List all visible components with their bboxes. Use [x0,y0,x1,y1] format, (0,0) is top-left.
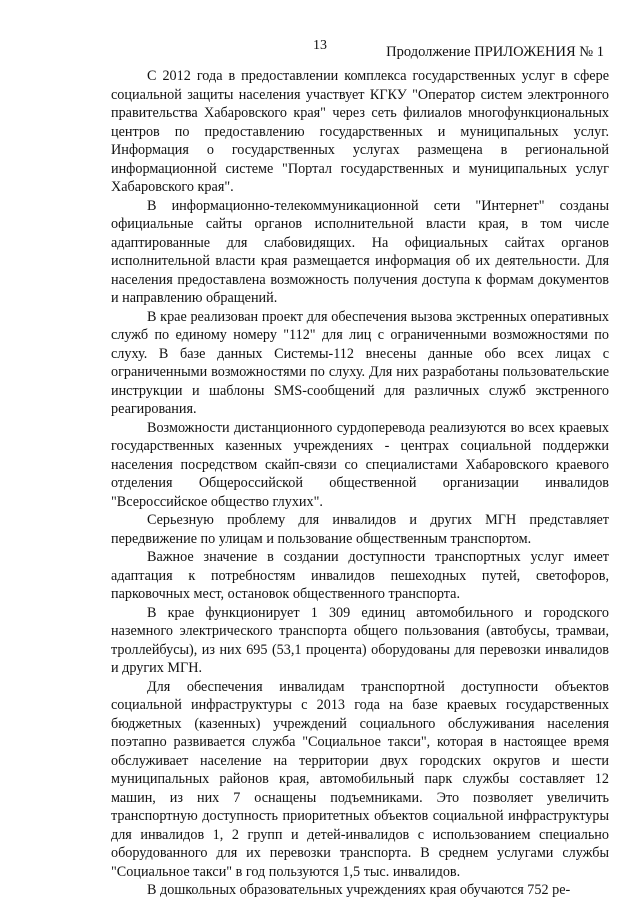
appendix-continuation-label: Продолжение ПРИЛОЖЕНИЯ № 1 [386,44,604,60]
paragraph-emergency-112: В крае реализован проект для обеспечения вызова экстренных оперативных служб по единому номеру "112" для лиц с ограниченными возможностями по слуху. В базе данных Системы-112 внесены данные обо всех лицах с ограниченными возможностями по слуху. Для них разработаны пользовательские инструкции и шаблоны SMS-сообщений для различных служб экстренного реагирования. [111,308,609,417]
paragraph-transport-problem: Серьезную проблему для инвалидов и других МГН представляет передвижение по улицам и пользование общественным транспортом. [111,512,609,547]
paragraph-preschool: В дошкольных образовательных учреждениях края обучаются 752 ре- [147,882,571,898]
paragraph-public-transport-fleet: В крае функционирует 1 309 единиц автомобильного и городского наземного электрического транспорта общего пользования (автобусы, трамваи, троллейбусы), из них 695 (53,1 процента) оборудованы для перевозки инвалидов и других МГН. [111,604,609,676]
page-number: 13 [313,38,327,53]
paragraph-pedestrian-adaptation: Важное значение в создании доступности транспортных услуг имеет адаптация к потребностям инвалидов пешеходных путей, светофоров, парковочных мест, остановок общественного транспорта. [111,549,609,602]
paragraph-official-websites: В информационно-телекоммуникационной сети "Интернет" созданы официальные сайты органов исполнительной власти края, в том числе адаптированные для слабовидящих. На официальных сайтах органов исполнительной власти края размещается информация об их деятельности. Для населения предоставлена возможность получения доступа к формам документов и направлению обращений. [111,197,609,306]
paragraph-egov-services: С 2012 года в предоставлении комплекса государственных услуг в сфере социальной защиты населения участвует КГКУ "Оператор систем электронного правительства Хабаровского края" через сеть филиалов многофункциональных центров по предоставлению государственных и муниципальных услуг. Информация о государственных услугах размещена в региональной информационной системе "Портал государственных и муниципальных услуг Хабаровского края". [111,68,609,195]
paragraph-remote-sign-translation: Возможности дистанционного сурдоперевода реализуются во всех краевых государственных казенных учреждениях - центрах социальной поддержки населения посредством скайп-связи со специалистами Хабаровского краевого отделения Общероссийской общественной организации инвалидов "Всероссийское общество глухих". [111,419,609,510]
paragraph-social-taxi: Для обеспечения инвалидам транспортной доступности объектов социальной инфраструктуры с 2013 года на базе краевых государственных бюджетных (казенных) учреждений социального обслуживания населения поэтапно развивается служба "Социальное такси", которая в настоящее время обслуживает население на территории двух городских округов и шести муниципальных районов края, автомобильный парк службы составляет 12 машин, из них 7 оснащены подъемниками. Это позволяет увеличить транспортную доступность приоритетных объектов социальной инфраструктуры для инвалидов 1, 2 групп и детей-инвалидов с использованием специально оборудованного для их перевозки транспорта. В среднем услугами службы "Социальное такси" в год пользуются 1,5 тыс. инвалидов. [111,678,609,880]
body-text [111,67,609,900]
